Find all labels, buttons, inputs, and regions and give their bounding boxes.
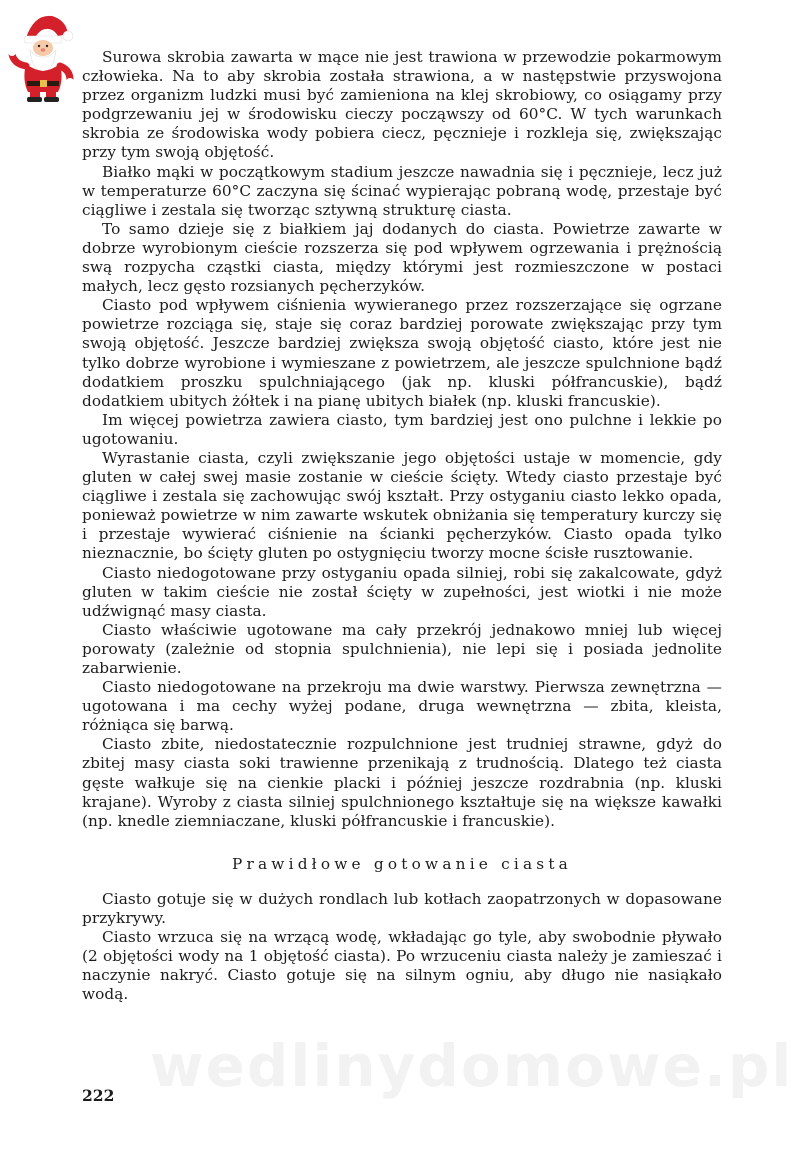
paragraph-pots: Ciasto gotuje się w dużych rondlach lub kotłach zaopatrzonych w dopasowane przykrywy. <box>82 889 722 927</box>
paragraph-dense-dough: Ciasto zbite, niedostatecznie rozpulchnione jest trudniej strawne, gdyż do zbitej masy ciasta soki trawienne przenikają z trudnością. Dlatego też ciasta gęste wałkuje się na cienkie placki i później jeszcze rozdrabnia (np. kluski krajane). Wyroby z ciasta silniej spulchnionego kształtuje się na większe kawałki (np. knedle ziemniaczane, kluski półfrancuskie i francuskie). <box>82 735 722 830</box>
paragraph-egg-protein: To samo dzieje się z białkiem jaj dodanych do ciasta. Powietrze zawarte w dobrze wyrobionym cieście rozszerza się pod wpływem ogrzewania i prężnością swą rozpycha cząstki ciasta, między którymi jest rozmieszczone w postaci małych, lecz gęsto rozsianych pęcherzyków. <box>82 219 722 296</box>
paragraph-two-layers: Ciasto niedogotowane na przekroju ma dwie warstwy. Pierwsza zewnętrzna — ugotowana i ma cechy wyżej podane, druga wewnętrzna — zbita, kleista, różniąca się barwą. <box>82 678 722 735</box>
paragraph-undercooked-dough: Ciasto niedogotowane przy ostyganiu opada silniej, robi się zakalcowate, gdyż gluten w takim cieście nie został ścięty w zupełności, jest wiotki i nie może udźwignąć masy ciasta. <box>82 563 722 620</box>
paragraph-flour-protein: Białko mąki w początkowym stadium jeszcze nawadnia się i pęcznieje, lecz już w temperaturze 60°C zaczyna się ścinać wypierając pobraną wodę, przestaje być ciągliwe i zestala się tworząc sztywną strukturę ciasta. <box>82 162 722 219</box>
page-number: 222 <box>82 1086 115 1105</box>
paragraph-dough-rising: Wyrastanie ciasta, czyli zwiększanie jego objętości ustaje w momencie, gdy gluten w całej swej masie zostanie w cieście ścięty. Wtedy ciasto przestaje być ciągliwe i zestala się zachowując swój kształt. Przy ostyganiu ciasto lekko opada, ponieważ powietrze w nim zawarte wskutek obniżania się temperatury kurczy się i przestaje wywierać ciśnienie na ścianki pęcherzyków. Ciasto opada tylko nieznacznie, bo ścięty gluten po ostygnięciu tworzy mocne ścisłe rusztowanie. <box>82 448 722 563</box>
text-block-upper <box>82 48 722 831</box>
paragraph-boiling-water: Ciasto wrzuca się na wrzącą wodę, wkładając go tyle, aby swobodnie pływało (2 objętości wody na 1 objętość ciasta). Po wrzuceniu ciasta należy je zamieszać i naczynie nakryć. Ciasto gotuje się na silnym ogniu, aby długo nie nasiąkało wodą. <box>82 928 722 1004</box>
book-page <box>82 48 722 1138</box>
paragraph-raw-starch: Surowa skrobia zawarta w mące nie jest trawiona w przewodzie pokarmowym człowieka. Na to aby skrobia została strawiona, a w następstwie przyswojona przez organizm ludzki musi być zamieniona na klej skrobiowy, co osiągamy przy podgrzewaniu jej w środowisku cieczy począwszy od 60°C. W tych warunkach skrobia ze środowiska wody pobiera ciecz, pęcznieje i rozkleja się, zwiększając przy tym swoją objętość. <box>82 48 722 162</box>
paragraph-dough-pressure: Ciasto pod wpływem ciśnienia wywieranego przez rozszerzające się ogrzane powietrze rozciąga się, staje się coraz bardziej porowate zwiększając przy tym swoją objętość. Jeszcze bardziej zwiększa swoją objętość ciasto, które jest nie tylko dobrze wyrobione i wymieszane z powietrzem, ale jeszcze spulchnione bądź dodatkiem proszku spulchniającego (jak np. kluski półfrancuskie), bądź dodatkiem ubitych żółtek i na pianę ubitych białek (np. kluski francuskie). <box>82 296 722 410</box>
santa-claus-icon <box>8 8 78 103</box>
paragraph-air-content: Im więcej powietrza zawiera ciasto, tym bardziej jest ono pulchne i lekkie po ugotowaniu. <box>82 410 722 448</box>
section-heading: Prawidłowe gotowanie ciasta <box>231 854 572 873</box>
text-block-lower <box>82 890 722 1005</box>
paragraph-properly-cooked: Ciasto właściwie ugotowane ma cały przekrój jednakowo mniej lub więcej porowaty (zależnie od stopnia spulchnienia), nie lepi się i posiada jednolite zabarwienie. <box>82 620 722 677</box>
watermark: wedlinydomowe.pl <box>150 1032 794 1100</box>
